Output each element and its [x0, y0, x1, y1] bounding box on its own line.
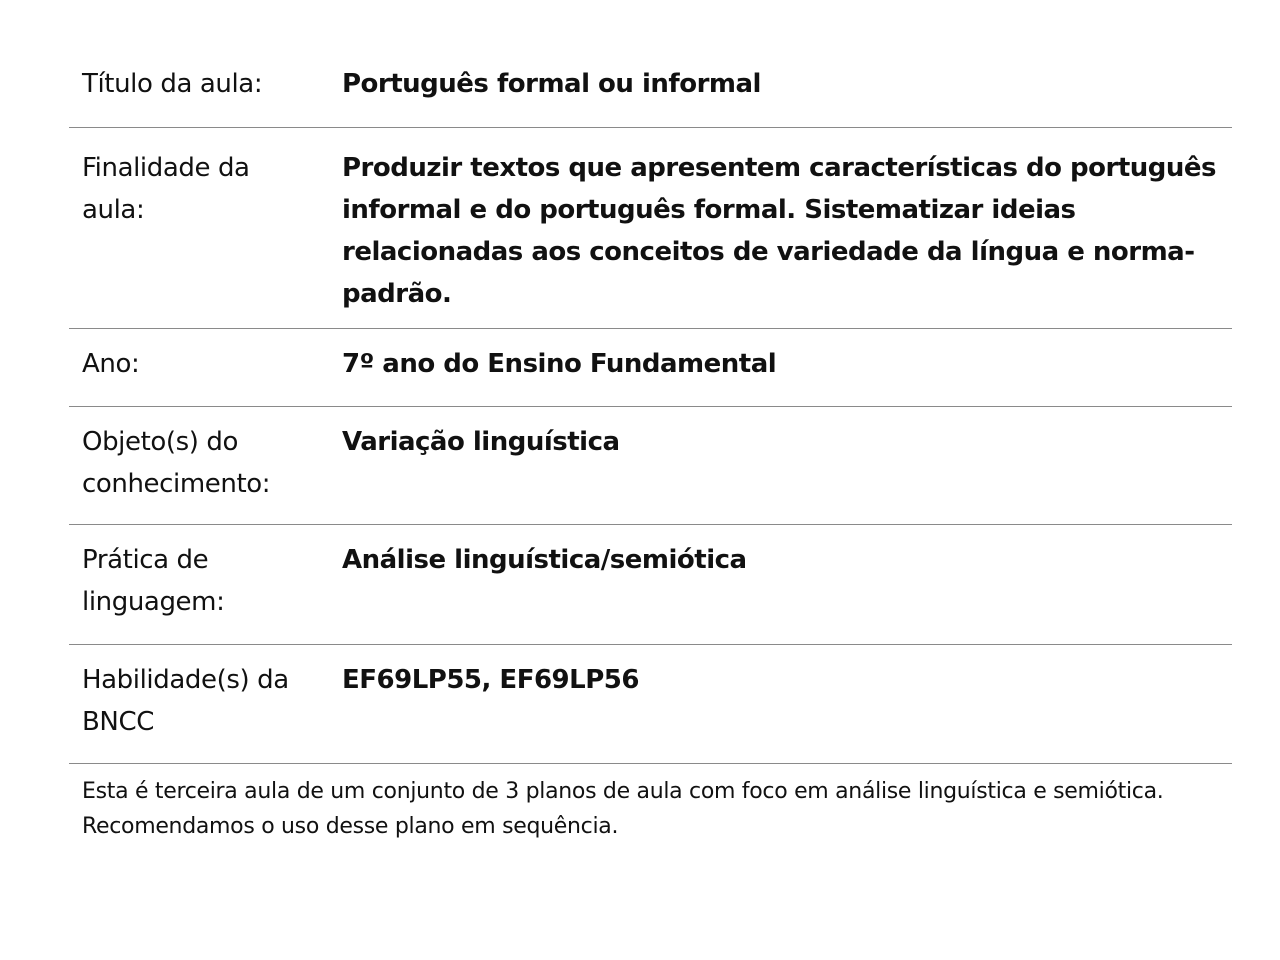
bncc-skills-value: EF69LP55, EF69LP56: [342, 665, 639, 695]
row-school-year: [69, 329, 1232, 407]
language-practice-value: Análise linguística/semiótica: [342, 545, 747, 575]
bncc-skills-label: Habilidade(s) da BNCC: [82, 665, 289, 737]
school-year-label: Ano:: [82, 349, 140, 379]
row-lesson-purpose: [69, 128, 1232, 329]
row-bncc-skills: [69, 645, 1232, 764]
lesson-purpose-label: Finalidade da aula:: [82, 153, 250, 225]
row-lesson-title: [69, 50, 1232, 128]
lesson-title-value: Português formal ou informal: [342, 69, 761, 99]
lesson-purpose-value: Produzir textos que apresentem características do português informal e do português formal. Sistematizar ideias relacionadas aos conceitos de variedade da língua e norma-padrão.: [342, 153, 1216, 309]
school-year-value: 7º ano do Ensino Fundamental: [342, 349, 777, 379]
language-practice-label: Prática de linguagem:: [82, 545, 225, 617]
row-knowledge-objects: [69, 407, 1232, 525]
sequence-note: Esta é terceira aula de um conjunto de 3 planos de aula com foco em análise linguística e semiótica. Recomendamos o uso desse plano em sequência.: [82, 779, 1164, 839]
lesson-title-label: Título da aula:: [82, 69, 263, 99]
knowledge-objects-label: Objeto(s) do conhecimento:: [82, 427, 271, 499]
knowledge-objects-value: Variação linguística: [342, 427, 620, 457]
row-language-practice: [69, 525, 1232, 645]
lesson-info-table: [69, 50, 1232, 844]
